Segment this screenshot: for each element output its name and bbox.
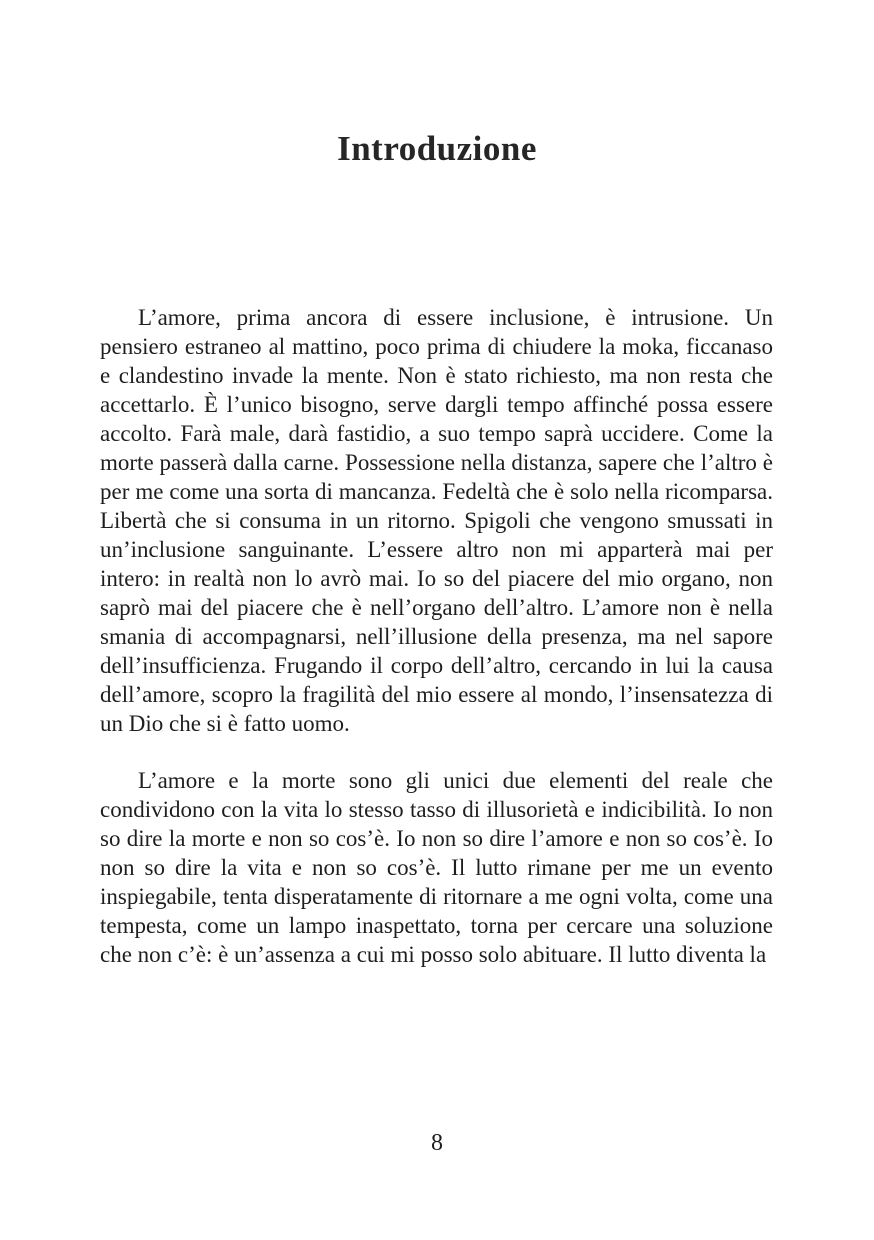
chapter-title: Introduzione [337,129,537,168]
paragraph: L’amore, prima ancora di essere inclusione, è intrusione. Un pensiero estraneo al mattino, poco prima di chiudere la moka, ficcanaso e clandestino invade la mente. Non è stato richiesto, ma non resta che accettarlo. È l’unico bisogno, serve dargli tempo affinché possa essere accolto. Farà male, darà fastidio, a suo tempo saprà uccidere. Come la morte passerà dalla carne. Possessione nella distanza, sapere che l’altro è per me come una sorta di mancanza. Fedeltà che è solo nella ricomparsa. Libertà che si consuma in un ritorno. Spigoli che vengono smussati in un’inclusione sanguinante. L’essere altro non mi apparterà mai per intero: in realtà non lo avrò mai. Io so del piacere del mio organo, non saprò mai del piacere che è nell’organo dell’altro. L’amore non è nella smania di accompagnarsi, nell’illusione della presenza, ma nel sapore dell’insufficienza. Frugando il corpo dell’altro, cercando in lui la causa dell’amore, scopro la fragilità del mio essere al mondo, l’insensatezza di un Dio che si è fatto uomo. [100,305,773,736]
paragraph: L’amore e la morte sono gli unici due elementi del reale che condividono con la vita lo stesso tasso di illusorietà e indicibilità. Io non so dire la morte e non so cos’è. Io non so dire l’amore e non so cos’è. Io non so dire la vita e non so cos’è. Il lutto rimane per me un evento inspiegabile, tenta disperatamente di ritornare a me ogni volta, come una tempesta, come un lampo inaspettato, torna per cercare una soluzione che non c’è: è un’assenza a cui mi posso solo abituare. Il lutto diventa la [100,768,773,967]
page-number: 8 [431,1130,443,1156]
body-text-block [100,303,773,997]
